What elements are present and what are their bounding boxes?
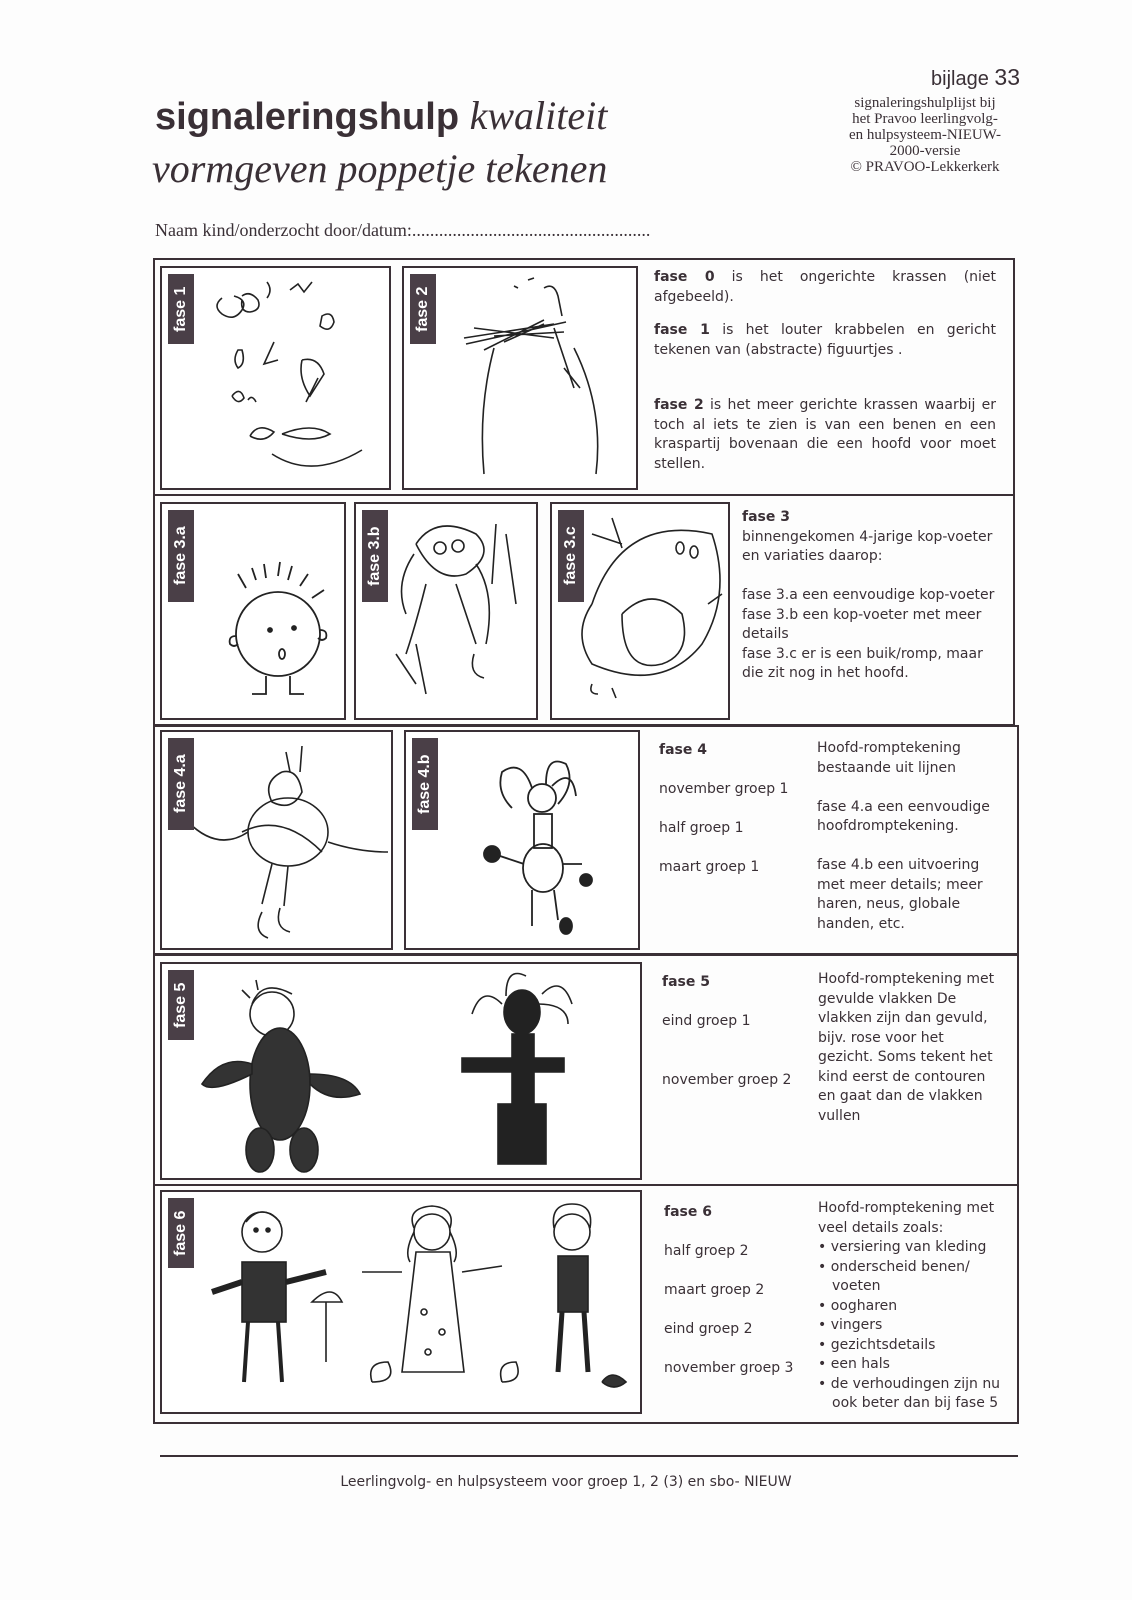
- list-item: • oogharen: [818, 1297, 1008, 1317]
- tag-fase-5: fase 5: [168, 970, 194, 1040]
- drawing-fase-3b: [354, 502, 538, 720]
- list-item: • onderscheid benen/ voeten: [818, 1258, 1008, 1297]
- appendix-label: bijlage 33: [931, 64, 1020, 90]
- drawing-fase-2: [402, 266, 638, 490]
- list-item: • een hals: [818, 1355, 1008, 1375]
- tag-fase-4b: fase 4.b: [412, 738, 438, 830]
- row4-description: Hoofd-romptekening met gevulde vlakken De vlakken zijn dan gevuld, bijv. rose voor het gezicht. Soms tekent het kind eerst de contouren en gaat dan de vlakken vullen: [818, 971, 995, 1124]
- drawing-fase-1: [160, 266, 391, 490]
- page-subtitle: vormgeven poppetje tekenen: [152, 146, 608, 191]
- tag-fase-2: fase 2: [410, 274, 436, 344]
- list-item: • de verhoudingen zijn nu ook beter dan bij fase 5: [818, 1375, 1008, 1414]
- row5-moments: fase 6 half groep 2 maart groep 2 eind groep 2 november groep 3: [664, 1204, 794, 1376]
- page-title: signaleringshulp kwaliteit: [155, 93, 608, 138]
- list-item: • versiering van kleding: [818, 1238, 1008, 1258]
- tag-fase-3b: fase 3.b: [362, 510, 388, 602]
- tag-fase-1: fase 1: [168, 274, 194, 344]
- tag-fase-6: fase 6: [168, 1198, 194, 1268]
- footer-text: Leerlingvolg- en hulpsysteem voor groep 1, 2 (3) en sbo- NIEUW: [340, 1474, 792, 1490]
- footer-divider: [160, 1455, 1018, 1457]
- drawing-fase-4b: [404, 730, 640, 950]
- drawing-fase-6: [160, 1190, 642, 1414]
- tag-fase-3c: fase 3.c: [558, 510, 584, 602]
- drawing-fase-5: [160, 962, 642, 1180]
- drawing-fase-4a: [160, 730, 393, 950]
- row4-moments: fase 5 eind groep 1 november groep 2: [662, 974, 792, 1088]
- row3-description: Hoofd-romptekening bestaande uit lijnen fase 4.a een eenvoudige hoofdromptekening. fase 4.b een uitvoering met meer details; meer haren, neus, globale handen, etc.: [817, 740, 990, 932]
- row5-description: Hoofd-romptekening met veel details zoals: • versiering van kleding • onderscheid benen/ voeten • oogharen • vingers • gezichtsdetails • een hals • de verhoudingen zijn nu ook beter dan bij fase 5: [818, 1199, 1008, 1414]
- list-item: • gezichtsdetails: [818, 1336, 1008, 1356]
- row1-description: fase 0 is het ongerichte krassen (niet afgebeeld). fase 1 is het louter krabbelen en gericht tekenen van (abstracte) figuurtjes . fase 2 is het meer gerichte krassen waarbij er toch al iets te zien is van een benen en een kraspartij bovenaan die een hoofd voor moet stellen.: [654, 269, 997, 472]
- drawing-fase-3c: [550, 502, 730, 720]
- row3-moments: fase 4 november groep 1 half groep 1 maart groep 1: [659, 742, 789, 875]
- row2-description: fase 3 binnengekomen 4-jarige kop-voeter en variaties daarop: fase 3.a een eenvoudige kop-voeter fase 3.b een kop-voeter met meer details fase 3.c er is een buik/romp, maar die zit nog in het hoofd.: [742, 509, 995, 681]
- tag-fase-3a: fase 3.a: [168, 510, 194, 602]
- list-item: • vingers: [818, 1316, 1008, 1336]
- source-note: signaleringshulplijst bij het Pravoo leerlingvolg- en hulpsysteem-NIEUW- 2000-versie © PRAVOO-Lekkerkerk: [848, 95, 1002, 175]
- drawing-fase-3a: [160, 502, 346, 720]
- name-field-line: Naam kind/onderzocht door/datum:.....................................................: [155, 220, 651, 240]
- tag-fase-4a: fase 4.a: [168, 738, 194, 830]
